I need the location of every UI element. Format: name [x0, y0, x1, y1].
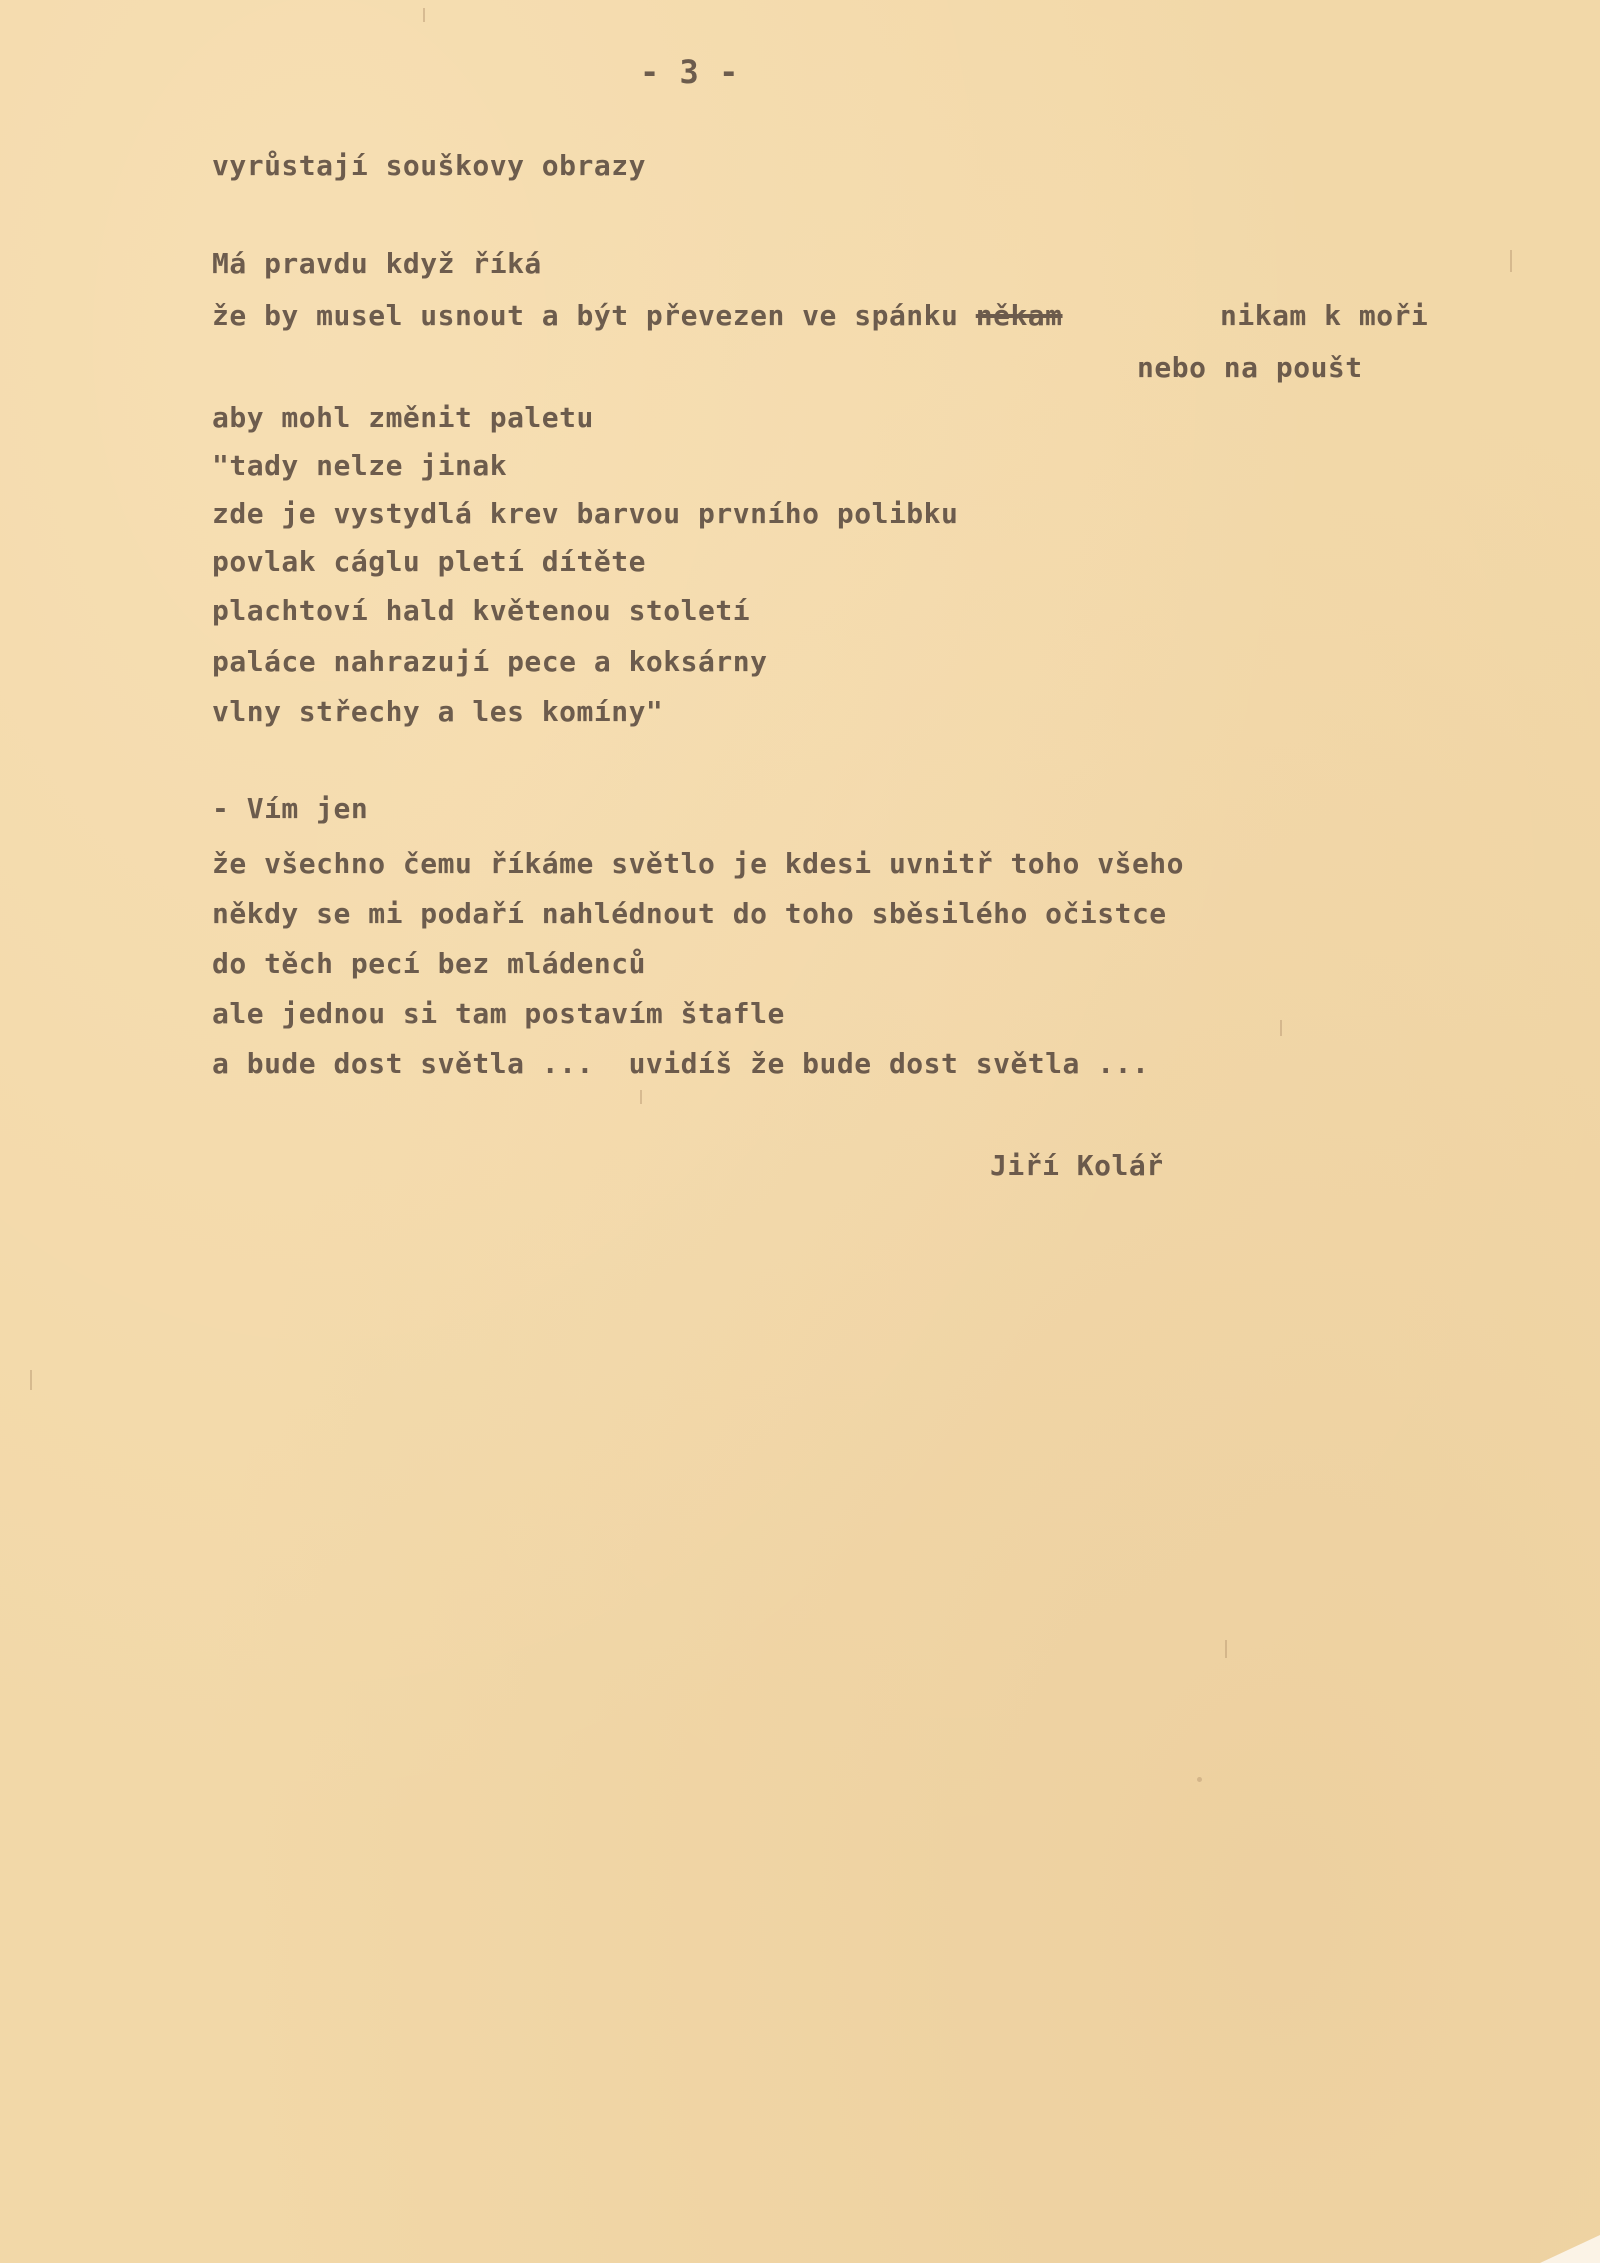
paper-speck: [1197, 1777, 1202, 1782]
poem-line: povlak cáglu pletí dítěte: [212, 545, 646, 578]
poem-line-continuation: nebo na poušt: [1137, 351, 1363, 384]
page-corner: [1540, 2235, 1600, 2263]
poem-line: vlny střechy a les komíny": [212, 695, 664, 728]
paper-speck: [640, 1090, 642, 1104]
poem-line: paláce nahrazují pece a koksárny: [212, 645, 768, 678]
poem-line: Má pravdu když říká: [212, 247, 542, 280]
poem-line: do těch pecí bez mládenců: [212, 947, 646, 980]
paper-speck: [30, 1370, 32, 1390]
poem-line: někdy se mi podaří nahlédnout do toho sběsilého očistce: [212, 897, 1167, 930]
poem-line-text: že by musel usnout a být převezen ve spánku: [212, 299, 959, 332]
paper-speck: [1280, 1020, 1282, 1036]
poem-line: plachtoví hald květenou století: [212, 594, 751, 627]
poem-line: ale jednou si tam postavím štafle: [212, 997, 785, 1030]
paper-speck: [1510, 250, 1512, 272]
poem-line: a bude dost světla ... uvidíš že bude dost světla ...: [212, 1047, 1150, 1080]
poem-line: aby mohl změnit paletu: [212, 401, 594, 434]
poem-line: že všechno čemu říkáme světlo je kdesi uvnitř toho všeho: [212, 847, 1185, 880]
page-number: - 3 -: [640, 53, 739, 91]
paper-speck: [1225, 1640, 1227, 1658]
poem-line: "tady nelze jinak: [212, 449, 508, 482]
struck-out-word: někam: [975, 299, 1063, 332]
poem-line: zde je vystydlá krev barvou prvního polibku: [212, 497, 959, 530]
poem-line: [212, 299, 1063, 332]
poem-line-continuation: nikam k moři: [1220, 299, 1429, 332]
paper-speck: [423, 8, 425, 22]
author-signature: Jiří Kolář: [990, 1149, 1164, 1182]
poem-line: vyrůstají souškovy obrazy: [212, 149, 646, 182]
poem-line: - Vím jen: [212, 792, 369, 825]
